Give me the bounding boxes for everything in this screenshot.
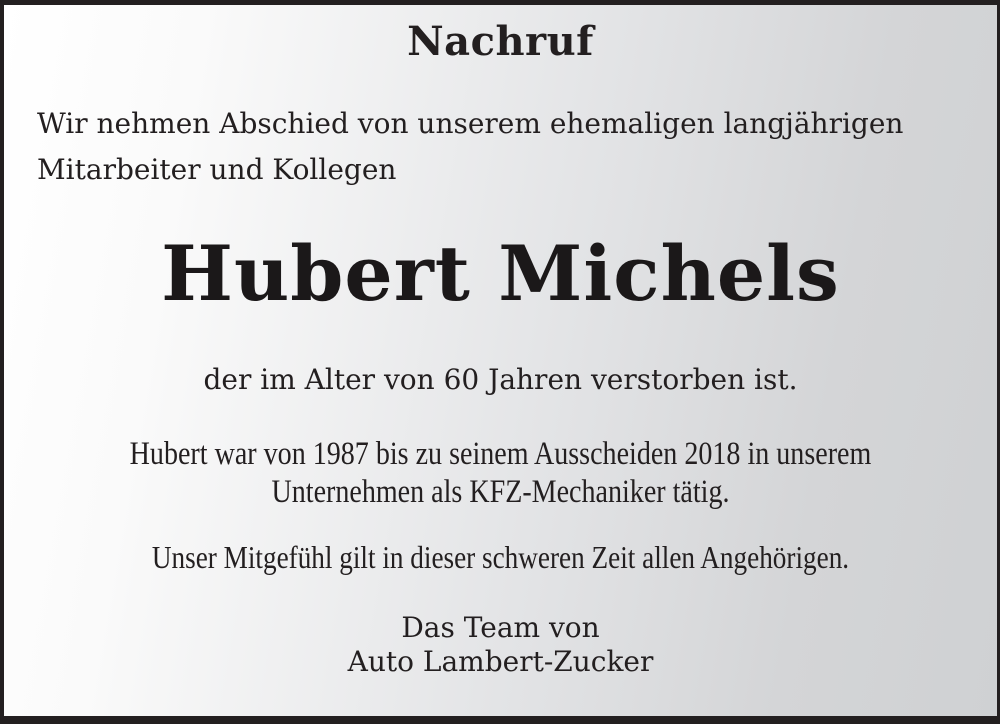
intro-paragraph	[4, 101, 997, 193]
intro-line-2: Mitarbeiter und Kollegen	[37, 153, 397, 186]
signoff-paragraph	[4, 611, 997, 679]
deceased-name: Hubert Michels	[161, 229, 840, 318]
career-line-1: Hubert war von 1987 bis zu seinem Ausscheiden 2018 in unserem	[129, 436, 872, 472]
career-line-2: Unternehmen als KFZ-Mechaniker tätig.	[271, 474, 730, 510]
condolence-line: Unser Mitgefühl gilt in dieser schweren Zeit allen Angehörigen.	[151, 539, 850, 575]
career-paragraph	[78, 435, 922, 511]
age-line: der im Alter von 60 Jahren verstorben ist.	[203, 363, 798, 396]
signoff-line-1: Das Team von	[401, 611, 600, 644]
signoff-line-2: Auto Lambert-Zucker	[347, 645, 654, 678]
notice-header: Nachruf	[407, 18, 594, 65]
intro-line-1: Wir nehmen Abschied von unserem ehemaligen langjährigen	[37, 107, 904, 140]
